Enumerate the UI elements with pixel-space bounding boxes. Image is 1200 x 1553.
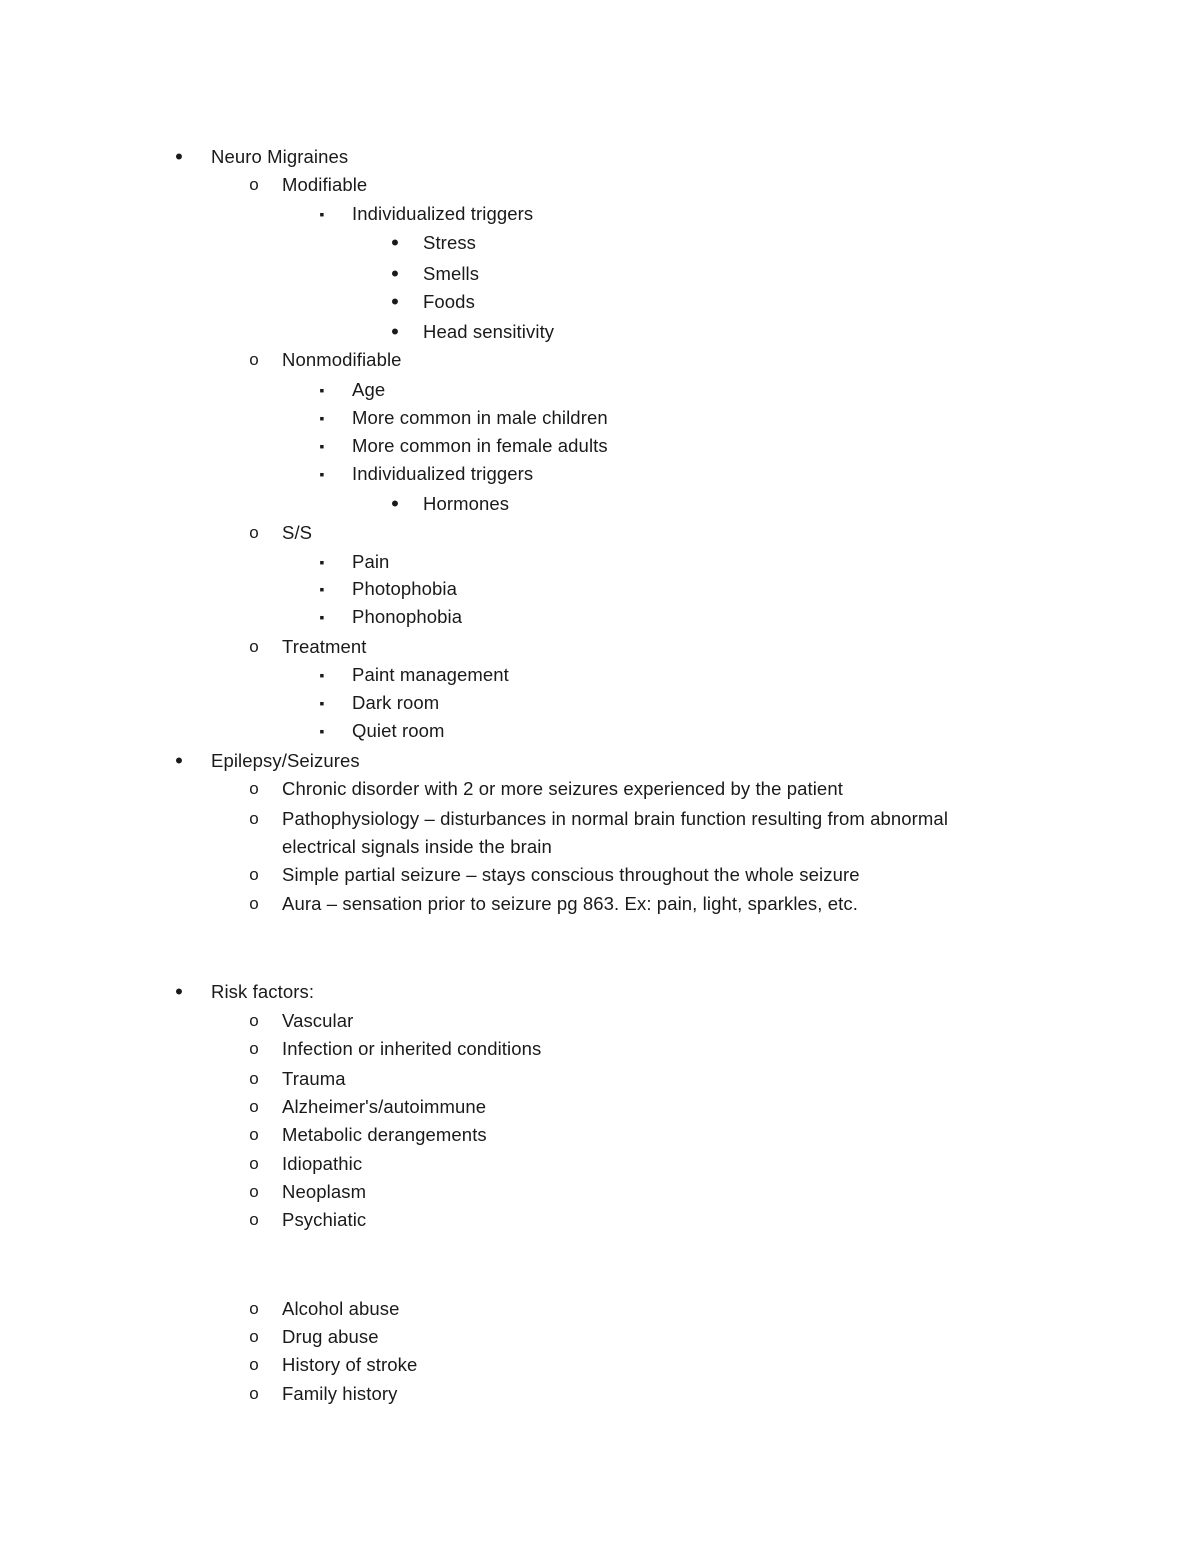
circle-bullet-icon — [247, 864, 261, 887]
circle-bullet-icon — [247, 1010, 261, 1033]
circle-bullet-icon — [247, 1181, 261, 1204]
square-bullet-icon — [315, 407, 329, 430]
square-bullet-icon — [315, 463, 329, 486]
circle-bullet-icon — [247, 1383, 261, 1406]
disc-bullet-icon — [388, 232, 402, 257]
list-item-level-4: Stress — [423, 232, 477, 253]
list-item-level-1: Neuro Migraines — [211, 146, 349, 167]
square-bullet-icon — [315, 606, 329, 629]
square-bullet-icon — [315, 379, 329, 402]
circle-bullet-icon — [247, 893, 261, 916]
list-item-level-2: Metabolic derangements — [282, 1124, 487, 1145]
list-item-level-2: History of stroke — [282, 1354, 418, 1375]
disc-bullet-icon — [172, 750, 186, 775]
list-item-level-3: Individualized triggers — [352, 203, 534, 224]
square-bullet-icon — [315, 551, 329, 574]
square-bullet-icon — [315, 203, 329, 226]
list-item-level-2: Aura – sensation prior to seizure pg 863. Ex: pain, light, sparkles, etc. — [282, 893, 858, 914]
list-item-level-2: Simple partial seizure – stays conscious throughout the whole seizure — [282, 864, 860, 885]
circle-bullet-icon — [247, 522, 261, 545]
list-item-level-4: Hormones — [423, 493, 510, 514]
list-item-level-2: Alzheimer's/autoimmune — [282, 1096, 487, 1117]
list-item-level-2: Neoplasm — [282, 1181, 367, 1202]
disc-bullet-icon — [388, 493, 402, 518]
circle-bullet-icon — [247, 1038, 261, 1061]
disc-bullet-icon — [388, 291, 402, 316]
list-item-level-2: Modifiable — [282, 174, 368, 195]
circle-bullet-icon — [247, 1298, 261, 1321]
list-item-level-3: Dark room — [352, 692, 440, 713]
circle-bullet-icon — [247, 1326, 261, 1349]
circle-bullet-icon — [247, 174, 261, 197]
circle-bullet-icon — [247, 636, 261, 659]
list-item-level-2: Alcohol abuse — [282, 1298, 400, 1319]
list-item-level-2: Drug abuse — [282, 1326, 379, 1347]
square-bullet-icon — [315, 720, 329, 743]
list-item-continuation: electrical signals inside the brain — [282, 836, 552, 857]
list-item-level-2: Treatment — [282, 636, 367, 657]
list-item-level-3: Individualized triggers — [352, 463, 534, 484]
square-bullet-icon — [315, 692, 329, 715]
list-item-level-1: Risk factors: — [211, 981, 315, 1002]
list-item-level-3: More common in female adults — [352, 435, 608, 456]
list-item-level-2: Vascular — [282, 1010, 354, 1031]
list-item-level-3: Phonophobia — [352, 606, 463, 627]
list-item-level-3: Pain — [352, 551, 390, 572]
list-item-level-2: Trauma — [282, 1068, 346, 1089]
square-bullet-icon — [315, 435, 329, 458]
list-item-level-3: Age — [352, 379, 386, 400]
list-item-level-2: Chronic disorder with 2 or more seizures experienced by the patient — [282, 778, 843, 799]
circle-bullet-icon — [247, 1096, 261, 1119]
list-item-level-2: Nonmodifiable — [282, 349, 402, 370]
disc-bullet-icon — [388, 263, 402, 288]
square-bullet-icon — [315, 664, 329, 687]
list-item-level-3: Quiet room — [352, 720, 445, 741]
circle-bullet-icon — [247, 808, 261, 831]
list-item-level-2: Family history — [282, 1383, 398, 1404]
circle-bullet-icon — [247, 349, 261, 372]
list-item-level-3: More common in male children — [352, 407, 608, 428]
list-item-level-1: Epilepsy/Seizures — [211, 750, 360, 771]
disc-bullet-icon — [172, 146, 186, 171]
list-item-level-3: Photophobia — [352, 578, 457, 599]
circle-bullet-icon — [247, 778, 261, 801]
list-item-level-2: Pathophysiology – disturbances in normal brain function resulting from abnormal — [282, 808, 949, 829]
circle-bullet-icon — [247, 1153, 261, 1176]
list-item-level-2: S/S — [282, 522, 313, 543]
list-item-level-3: Paint management — [352, 664, 509, 685]
list-item-level-2: Psychiatic — [282, 1209, 367, 1230]
disc-bullet-icon — [388, 321, 402, 346]
list-item-level-4: Head sensitivity — [423, 321, 555, 342]
square-bullet-icon — [315, 578, 329, 601]
circle-bullet-icon — [247, 1354, 261, 1377]
list-item-level-4: Smells — [423, 263, 480, 284]
list-item-level-2: Idiopathic — [282, 1153, 363, 1174]
circle-bullet-icon — [247, 1209, 261, 1232]
circle-bullet-icon — [247, 1068, 261, 1091]
list-item-level-2: Infection or inherited conditions — [282, 1038, 542, 1059]
list-item-level-4: Foods — [423, 291, 475, 312]
circle-bullet-icon — [247, 1124, 261, 1147]
disc-bullet-icon — [172, 981, 186, 1006]
